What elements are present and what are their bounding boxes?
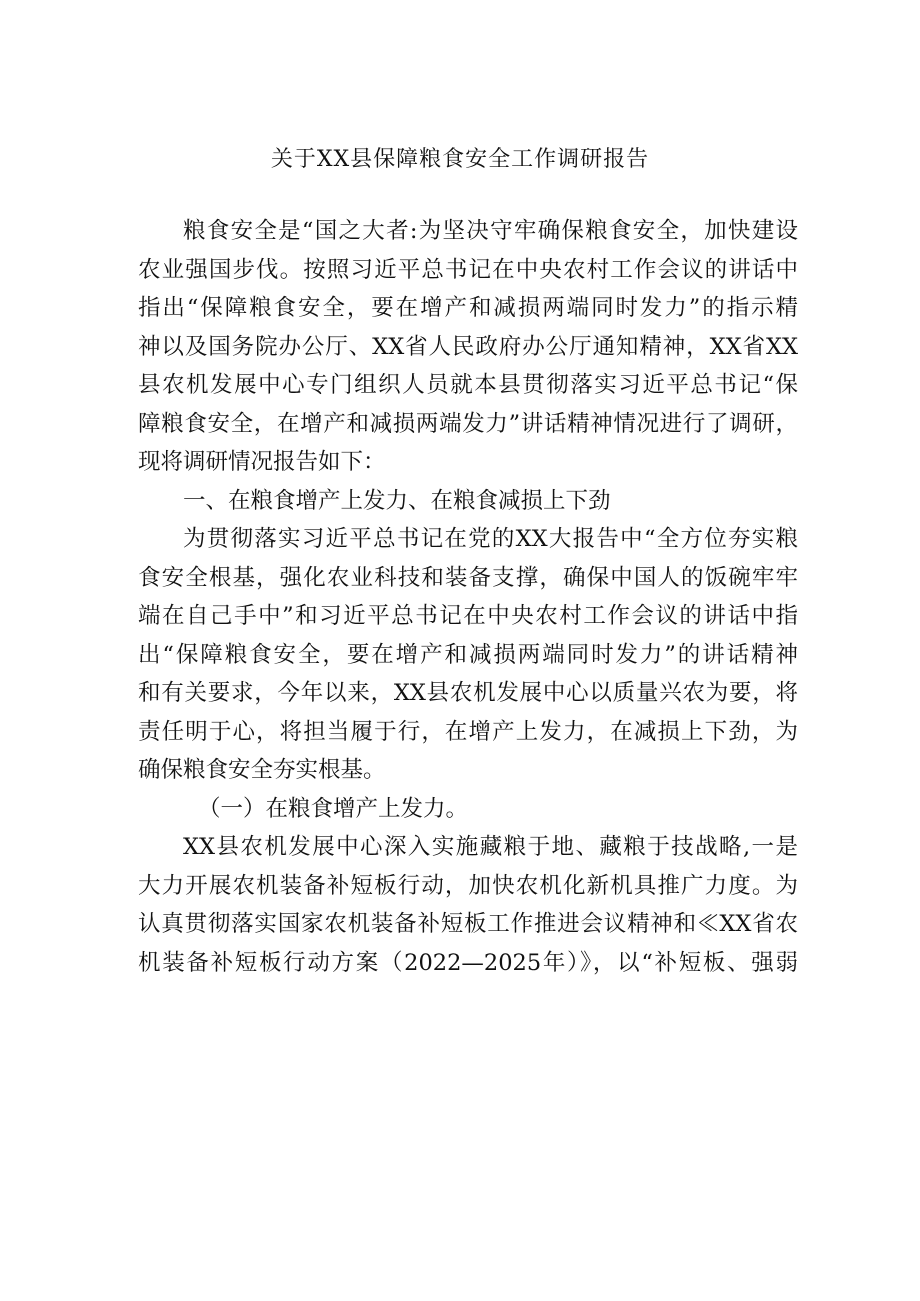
- subsection-heading: [138, 790, 798, 829]
- text-line: 神以及国务院办公厅、XX省人民政府办公厅通知精神，XX省XX: [138, 333, 798, 360]
- text-line: 县农机发展中心专门组织人员就本县贯彻落实习近平总书记“保: [138, 372, 798, 398]
- text-line: XX县农机发展中心深入实施藏粮于地、藏粮于技战略,一是: [183, 834, 798, 860]
- text-line: 和有关要求，今年以来，XX县农机发展中心以质量兴农为要，将: [138, 680, 798, 706]
- paragraph-intro: [138, 212, 798, 482]
- text-line: 机装备补短板行动方案（2022—2025年）》，以“补短板、强弱: [138, 949, 798, 976]
- document-body: [138, 212, 798, 982]
- section-heading: [138, 482, 798, 521]
- text-line: 责任明于心，将担当履于行，在增产上发力，在减损上下劲，为: [138, 718, 798, 745]
- text-line: 出“保障粮食安全，要在增产和减损两端同时发力”的讲话精神: [138, 641, 798, 668]
- paragraph-section-one: [138, 520, 798, 790]
- text-line: 现将调研情况报告如下：: [138, 449, 386, 475]
- text-line: 指出“保障粮食安全，要在增产和减损两端同时发力”的指示精: [138, 295, 798, 321]
- text-line: 粮食安全是“国之大者:为坚决守牢确保粮食安全，加快建设: [183, 218, 798, 244]
- document-title: 关于XX县保障粮食安全工作调研报告: [270, 147, 650, 172]
- heading-line: （一）在粮食增产上发力。: [198, 795, 469, 822]
- text-line: 为贯彻落实习近平总书记在党的XX大报告中“全方位夯实粮: [183, 526, 798, 552]
- text-line: 农业强国步伐。按照习近平总书记在中央农村工作会议的讲话中: [138, 256, 798, 283]
- text-line: 认真贯彻落实国家农机装备补短板工作推进会议精神和≪XX省农: [138, 911, 798, 937]
- text-line: 食安全根基，强化农业科技和装备支撑，确保中国人的饭碗牢牢: [138, 564, 798, 591]
- text-line: 确保粮食安全夯实根基。: [138, 757, 386, 783]
- text-line: 端在自己手中”和习近平总书记在中央农村工作会议的讲话中指: [138, 603, 798, 629]
- text-line: 障粮食安全，在增产和减损两端发力”讲话精神情况进行了调研，: [138, 410, 798, 437]
- text-line: 大力开展农机装备补短板行动，加快农机化新机具推广力度。为: [138, 872, 798, 899]
- heading-line: 一、在粮食增产上发力、在粮食减损上下劲: [183, 487, 611, 514]
- paragraph-subsection-one: [138, 828, 798, 982]
